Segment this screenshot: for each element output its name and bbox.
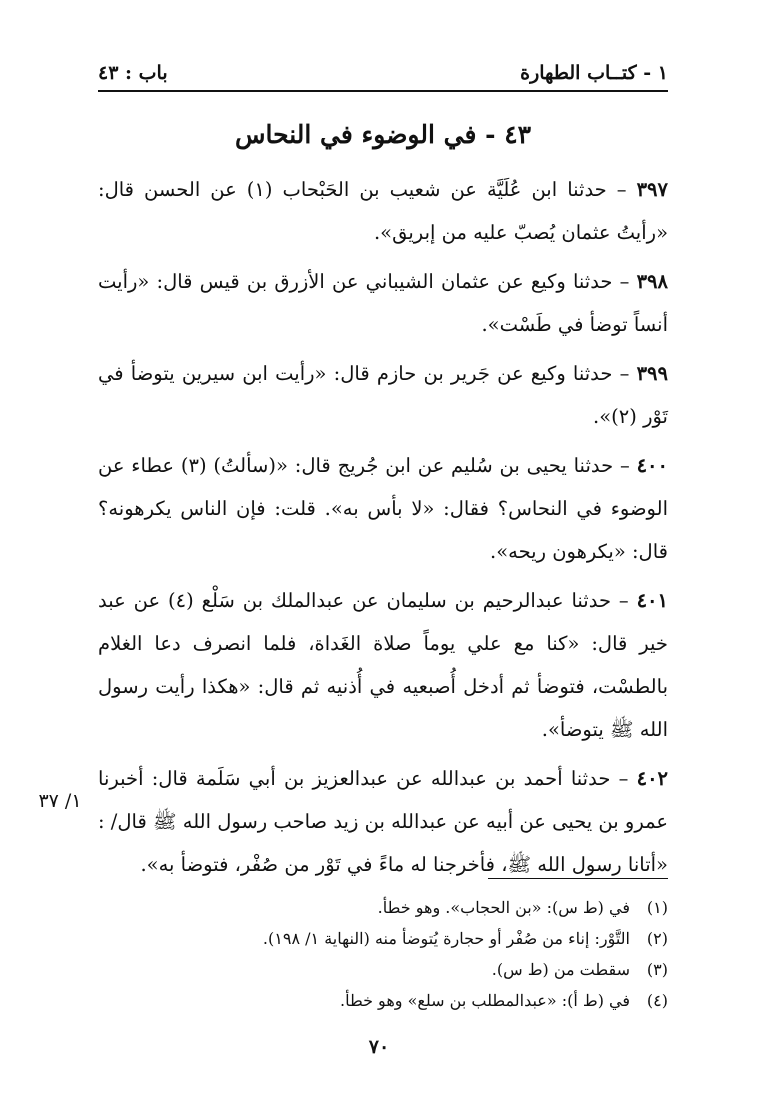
page-number: ٧٠ <box>368 1036 390 1058</box>
hadith-398 <box>98 260 668 346</box>
hadith-number: ٤٠١ <box>636 589 668 612</box>
hadith-text: – حدثنا وكيع عن جَرير بن حازم قال: «رأيت ابن سيرين يتوضأ في تَوْر (٢)». <box>98 362 668 428</box>
footnote-number: (١) <box>646 898 668 917</box>
footnote-text: سقطت من (ط س). <box>491 960 630 979</box>
hadith-402 <box>98 757 668 886</box>
hadith-number: ٤٠٠ <box>636 454 668 477</box>
hadith-number: ٣٩٧ <box>636 178 668 201</box>
hadith-400 <box>98 444 668 573</box>
hadith-list <box>98 168 668 892</box>
hadith-text: – حدثنا يحيى بن سُليم عن ابن جُريج قال: «(سألتُ) (٣) عطاء عن الوضوء في النحاس؟ فقال: «لا بأس به». قلت: فإن الناس يكرهونه؟ قال: «يكرهون ريحه». <box>98 454 668 563</box>
hadith-number: ٣٩٩ <box>636 362 668 385</box>
footnote-number: (٢) <box>646 929 668 948</box>
footnote <box>98 985 668 1016</box>
hadith-397 <box>98 168 668 254</box>
footnote <box>98 954 668 985</box>
footnote <box>98 892 668 923</box>
hadith-text: – حدثنا وكيع عن عثمان الشيباني عن الأزرق بن قيس قال: «رأيت أنساً توضأ في طَسْت». <box>98 270 668 336</box>
hadith-text: – حدثنا عبدالرحيم بن سليمان عن عبدالملك بن سَلْع (٤) عن عبد خير قال: «كنا مع علي يوماً صلاة الغَداة، فلما انصرف دعا الغلام بالطسْت، فتوضأ ثم أدخل أُصبعيه في أُذنيه ثم قال: «هكذا رأيت رسول الله ﷺ يتوضأ». <box>98 589 668 741</box>
chapter-title: ٤٣ - في الوضوء في النحاس <box>234 120 532 149</box>
hadith-401 <box>98 579 668 751</box>
header-chapter-number: باب : ٤٣ <box>98 62 168 84</box>
header-rule <box>98 90 668 92</box>
header-book-title: ١ - كتــاب الطهارة <box>520 62 668 84</box>
hadith-number: ٤٠٢ <box>636 767 669 790</box>
footnote-number: (٣) <box>646 960 668 979</box>
footnote-text: في (ط أ): «عبدالمطلب بن سلع» وهو خطأ. <box>339 991 630 1010</box>
hadith-text: – حدثنا ابن عُلَيَّة عن شعيب بن الحَبْحاب (١) عن الحسن قال: «رأيتُ عثمان يُصبّ عليه من إبريق». <box>98 178 668 244</box>
footnote-text: التَّوْر: إناء من صُفْر أو حجارة يُتوضأ منه (النهاية ١/ ١٩٨). <box>262 929 630 948</box>
footnotes <box>98 892 668 1016</box>
footnote-text: في (ط س): «بن الحجاب». وهو خطأ. <box>377 898 630 917</box>
footnote <box>98 923 668 954</box>
margin-page-reference: ١/ ٣٧ <box>38 790 82 812</box>
running-header <box>98 58 668 88</box>
hadith-399 <box>98 352 668 438</box>
hadith-text: – حدثنا أحمد بن عبدالله عن عبدالعزيز بن أبي سَلَمة قال: أخبرنا عمرو بن يحيى عن أبيه عن عبدالله بن زيد صاحب رسول الله ﷺ قال/ : «أتانا رسول الله ﷺ، فأخرجنا له ماءً في تَوْر من صُفْر، فتوضأ به». <box>98 767 668 876</box>
footnote-rule <box>488 878 668 879</box>
hadith-number: ٣٩٨ <box>636 270 668 293</box>
footnote-number: (٤) <box>646 991 668 1010</box>
